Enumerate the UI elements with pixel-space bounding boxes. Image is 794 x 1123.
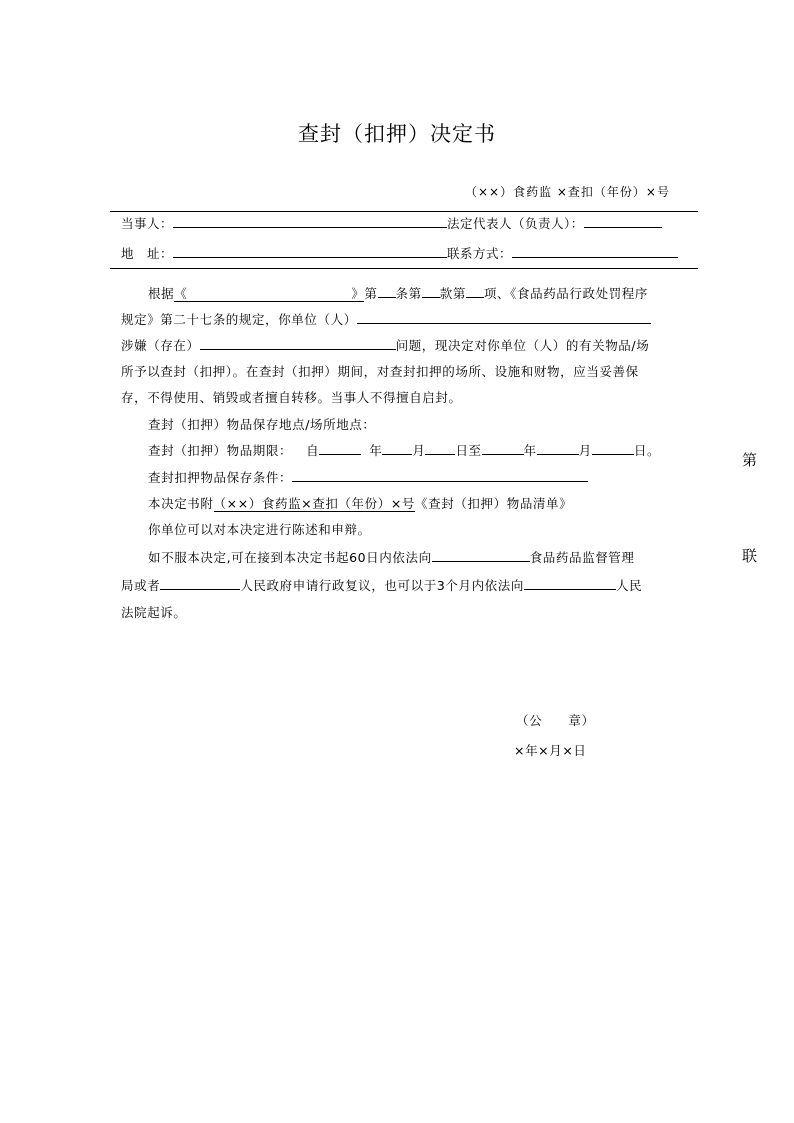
text: 局或者 [121, 578, 161, 593]
text: 月 [412, 443, 426, 458]
para1-line3 [121, 336, 649, 354]
issue-date: ×年×月×日 [514, 743, 587, 758]
contact-field[interactable] [512, 244, 678, 258]
conditions-field[interactable] [292, 468, 588, 482]
text: 查封（扣押）物品期限： [148, 443, 293, 458]
text: 年 [523, 443, 537, 458]
page-title: 查封（扣押）决定书 [298, 122, 496, 146]
text: 根据 [148, 286, 175, 301]
clause-field[interactable] [422, 284, 440, 298]
para1-line5: 存，不得使用、销毁或者擅自转移。当事人不得擅自启封。 [121, 390, 462, 405]
text: 涉嫌（存在） [121, 338, 200, 353]
text: 问题，现决定对你单位（人）的有关物品/场 [395, 338, 650, 353]
party-row [121, 214, 662, 232]
text: 款第 [439, 286, 466, 301]
statement-line: 你单位可以对本决定进行陈述和申辩。 [148, 522, 371, 537]
text: 《 [174, 286, 188, 301]
address-field[interactable] [173, 244, 447, 258]
para1-line1 [148, 284, 648, 302]
top-rule [110, 211, 698, 212]
text: 条第 [395, 286, 422, 301]
to-month-field[interactable] [537, 441, 579, 455]
text: 食品药品监督管理 [529, 550, 635, 565]
to-year-field[interactable] [482, 441, 524, 455]
document-number: （××）食药监 ×查扣（年份）×号 [464, 185, 670, 199]
text: 》 [351, 286, 365, 301]
bottom-rule [110, 268, 698, 269]
from-day-field[interactable] [425, 441, 455, 455]
text: 《查封（扣押）物品清单》 [415, 496, 573, 511]
text: 人民 [615, 578, 643, 593]
text: 年 [369, 443, 383, 458]
review-agency-field[interactable] [432, 548, 530, 562]
conditions-line [148, 468, 588, 486]
article-field[interactable] [378, 284, 396, 298]
law-name-field[interactable] [174, 286, 364, 302]
party-label: 当事人： [121, 216, 174, 231]
party-field[interactable] [173, 214, 447, 228]
attachment-link[interactable]: （××）食药监×查扣（年份）×号 [213, 496, 416, 511]
text: 如不服本决定,可在接到本决定书起60日内依法向 [148, 550, 432, 565]
para1-line2 [121, 310, 651, 328]
item-field[interactable] [466, 284, 484, 298]
text: 第 [364, 286, 378, 301]
appeal-line2 [121, 576, 642, 594]
text: 日至 [455, 443, 482, 458]
court-field[interactable] [524, 576, 616, 590]
government-field[interactable] [160, 576, 240, 590]
unit-field[interactable] [357, 310, 651, 324]
storage-location: 查封（扣押）物品保存地点/场所地点： [148, 417, 376, 432]
text: 项、《食品药品行政处罚程序 [483, 286, 648, 301]
issue-field[interactable] [200, 336, 396, 350]
address-row [121, 244, 678, 262]
legal-rep-label: 法定代表人（负责人）： [447, 216, 584, 231]
text: 日。 [633, 443, 661, 458]
from-year-field[interactable] [319, 441, 361, 455]
attachment-line [148, 494, 572, 512]
text: 月 [578, 443, 592, 458]
text: 查封扣押物品保存条件： [148, 470, 293, 485]
appeal-line1 [148, 548, 635, 566]
legal-rep-field[interactable] [584, 214, 662, 228]
side-mark-bottom: 联 [742, 547, 758, 565]
from-month-field[interactable] [382, 441, 412, 455]
contact-label: 联系方式： [447, 246, 513, 261]
appeal-line3: 法院起诉。 [121, 605, 187, 620]
to-day-field[interactable] [592, 441, 634, 455]
text: 人民政府申请行政复议，也可以于3个月内依法向 [240, 578, 524, 593]
text: 规定》第二十七条的规定，你单位（人） [121, 312, 357, 327]
text: 自 [306, 443, 320, 458]
address-label: 地 址： [121, 246, 174, 261]
side-mark-top: 第 [742, 451, 758, 469]
para1-line4: 所予以查封（扣押）。在查封（扣押）期间，对查封扣押的场所、设施和财物，应当妥善保 [121, 364, 639, 379]
seal-text: （公 章） [516, 713, 595, 728]
text: 本决定书附 [148, 496, 214, 511]
period-line [148, 441, 660, 459]
